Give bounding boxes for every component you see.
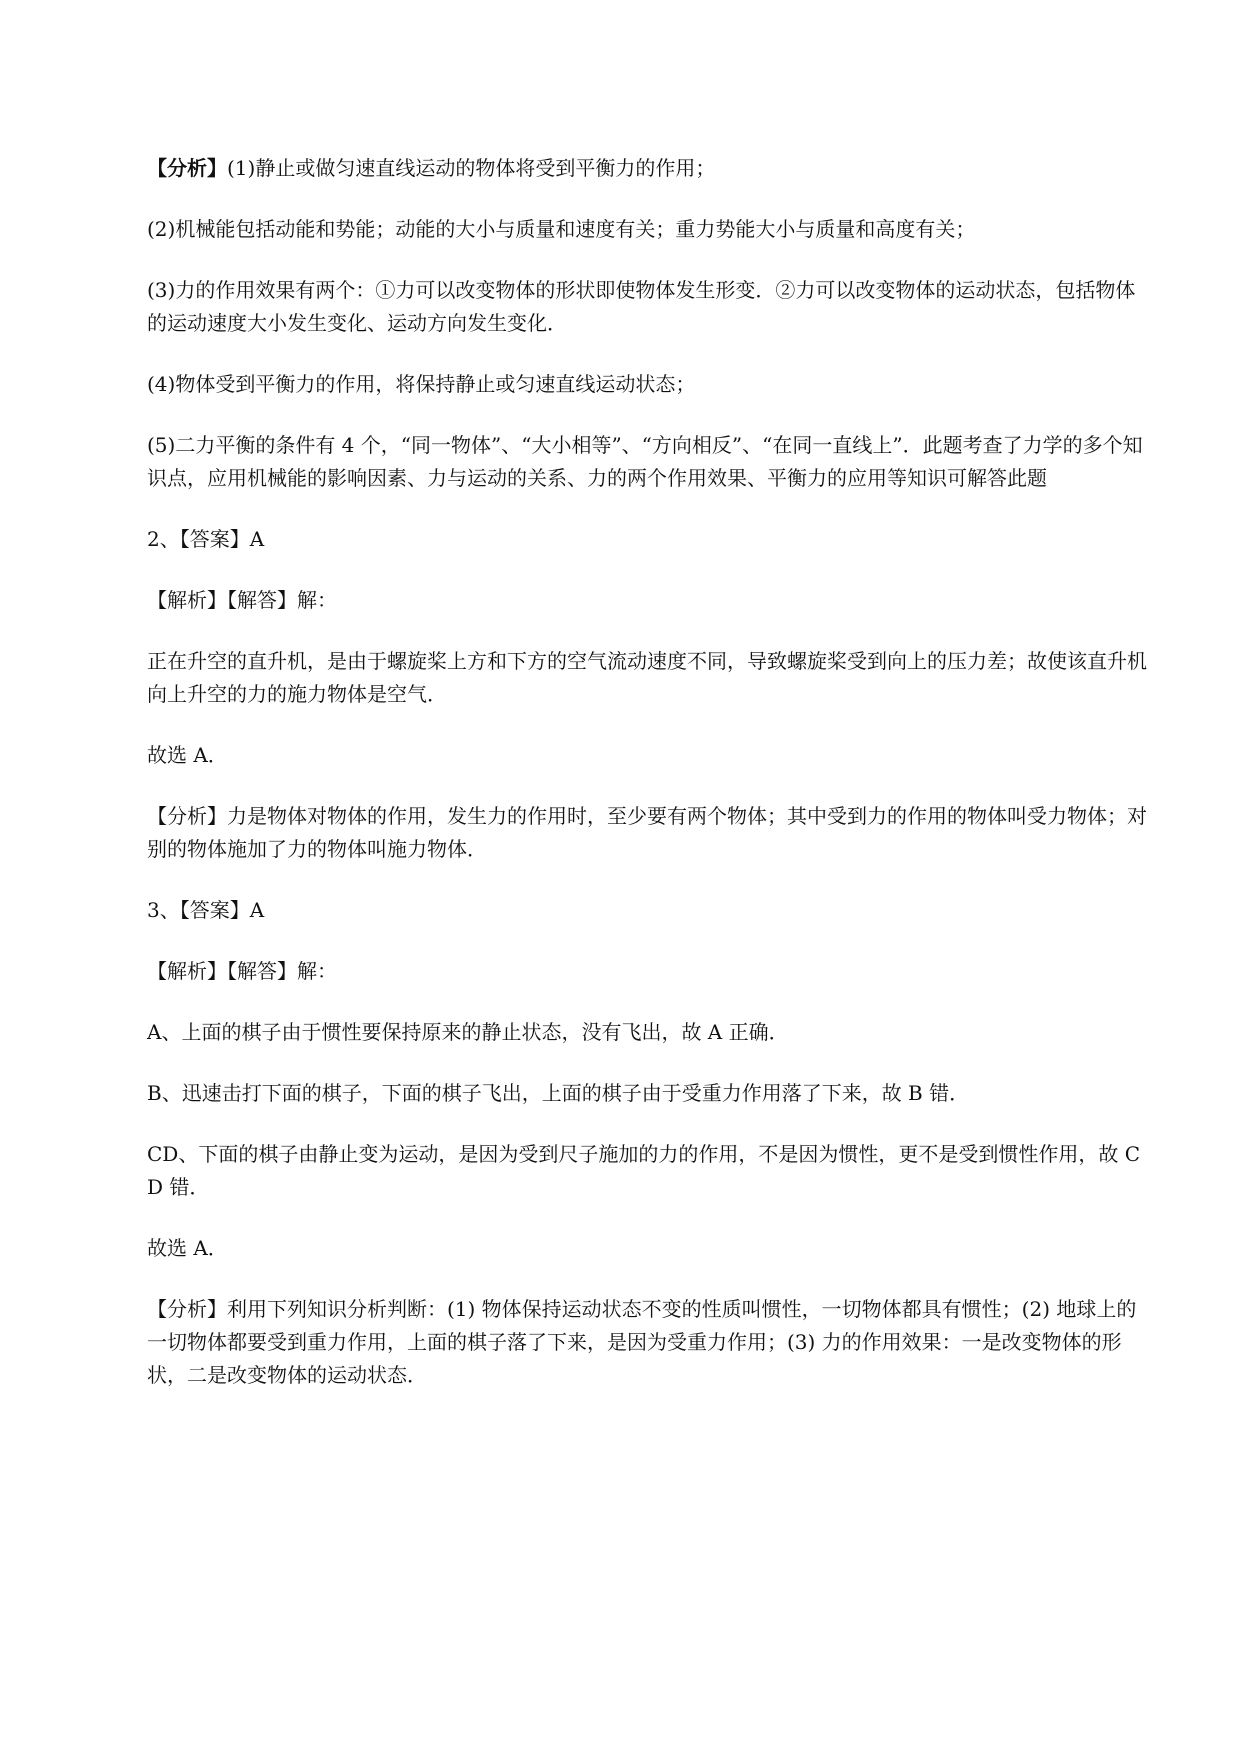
paragraph-point-2: (2)机械能包括动能和势能；动能的大小与质量和速度有关；重力势能大小与质量和高度有关； [147,217,976,241]
explanation-3-b: B、迅速击打下面的棋子，下面的棋子飞出，上面的棋子由于受重力作用落了下来，故 B 错． [147,1081,970,1105]
analysis-label: 【分析】 [147,156,227,180]
answer-2: 2、【答案】A [147,527,265,551]
paragraph-point-3: (3)力的作用效果有两个：①力可以改变物体的形状即使物体发生形变．②力可以改变物体的运动状态，包括物体的运动速度大小发生变化、运动方向发生变化． [147,278,1136,335]
paragraph-point-5: (5)二力平衡的条件有 4 个，“同一物体”、“大小相等”、“方向相反”、“在同一直线上”．此题考查了力学的多个知识点，应用机械能的影响因素、力与运动的关系、力的两个作用效果、平衡力的应用等知识可解答此题 [147,433,1143,490]
answer-3: 3、【答案】A [147,898,265,922]
choice-3: 故选 A． [147,1236,228,1260]
explanation-3-cd: CD、下面的棋子由静止变为运动，是因为受到尺子施加的力的作用，不是因为惯性，更不是受到惯性作用，故 CD 错． [147,1142,1140,1199]
choice-2: 故选 A． [147,743,228,767]
paragraph-point-4: (4)物体受到平衡力的作用，将保持静止或匀速直线运动状态； [147,372,696,396]
explanation-3-header: 【解析】【解答】解： [147,959,337,983]
paragraph-analysis-1 [147,152,1152,185]
analysis-2: 【分析】力是物体对物体的作用，发生力的作用时，至少要有两个物体；其中受到力的作用的物体叫受力物体；对别的物体施加了力的物体叫施力物体． [147,804,1147,861]
analysis-3: 【分析】利用下列知识分析判断：(1) 物体保持运动状态不变的性质叫惯性，一切物体都具有惯性；(2) 地球上的一切物体都要受到重力作用，上面的棋子落了下来，是因为受重力作用；(3) 力的作用效果：一是改变物体的形状，二是改变物体的运动状态． [147,1297,1137,1387]
explanation-2-header: 【解析】【解答】解： [147,588,337,612]
explanation-2-body: 正在升空的直升机，是由于螺旋桨上方和下方的空气流动速度不同，导致螺旋桨受到向上的压力差；故使该直升机向上升空的力的施力物体是空气． [147,649,1147,706]
explanation-3-a: A、上面的棋子由于惯性要保持原来的静止状态，没有飞出，故 A 正确． [147,1020,789,1044]
paragraph-text: (1)静止或做匀速直线运动的物体将受到平衡力的作用； [227,156,716,180]
document-page [147,152,1152,1420]
